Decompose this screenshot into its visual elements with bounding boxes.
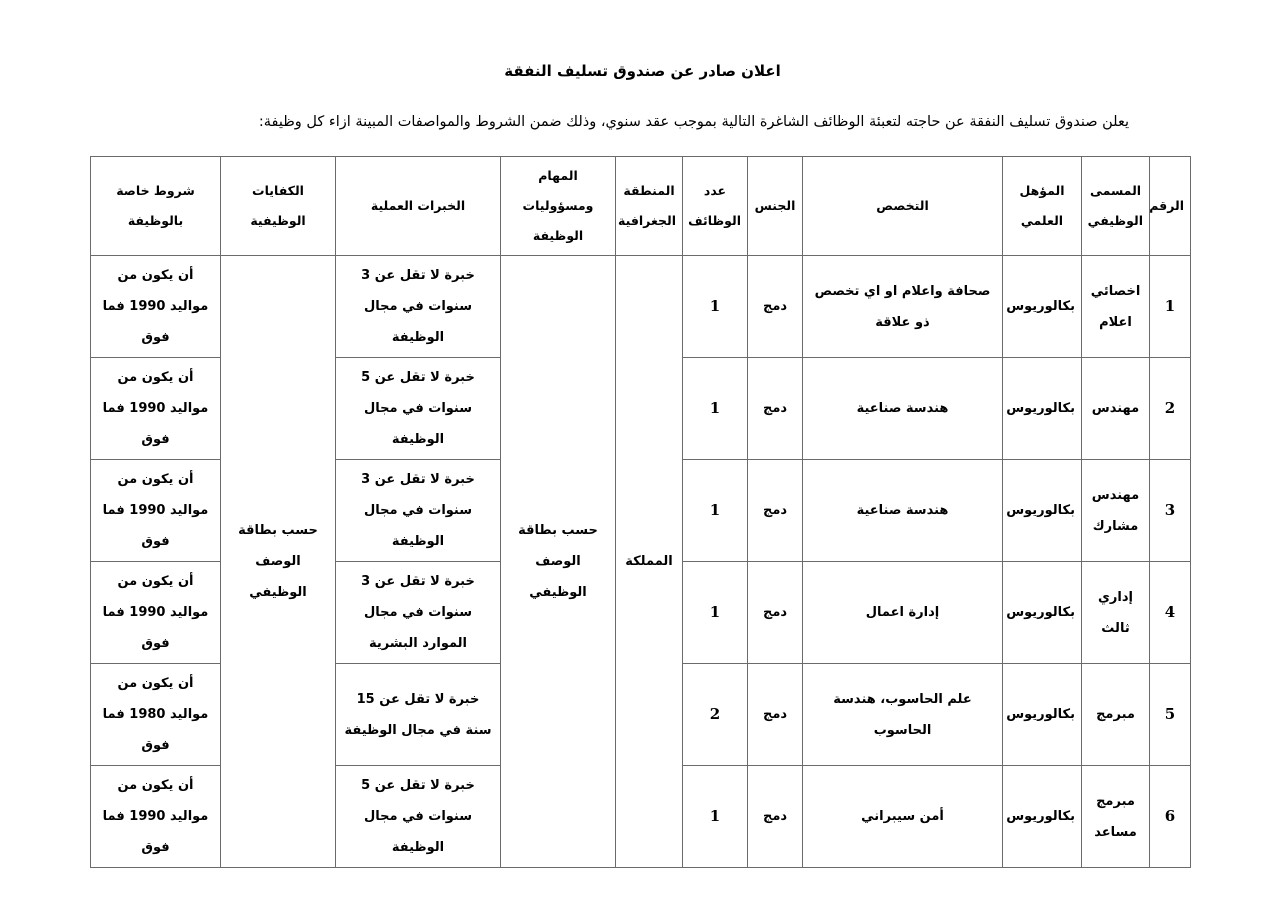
cell-conditions: أن يكون من مواليد 1990 فما فوق — [91, 358, 221, 460]
cell-gender: دمج — [748, 562, 803, 664]
cell-num: 3 — [1150, 460, 1191, 562]
intro-paragraph: يعلن صندوق تسليف النفقة عن حاجته لتعبئة الوظائف الشاغرة التالية بموجب عقد سنوي، وذلك ضمن الشروط والمواصفات المبينة ازاء كل وظيفة: — [258, 114, 1129, 130]
cell-qualification: بكالوريوس — [1003, 766, 1082, 868]
cell-title: إداري ثالث — [1082, 562, 1150, 664]
header-num: الرقم — [1150, 157, 1191, 256]
cell-qualification: بكالوريوس — [1003, 358, 1082, 460]
cell-specialization: صحافة واعلام او اي تخصص ذو علاقة — [803, 256, 1003, 358]
header-qualification: المؤهل العلمي — [1003, 157, 1082, 256]
cell-title: مهندس مشارك — [1082, 460, 1150, 562]
table-header-row — [91, 157, 1191, 256]
cell-conditions: أن يكون من مواليد 1980 فما فوق — [91, 664, 221, 766]
cell-num: 4 — [1150, 562, 1191, 664]
cell-count: 1 — [683, 358, 748, 460]
cell-qualification: بكالوريوس — [1003, 562, 1082, 664]
header-duties: المهام ومسؤوليات الوظيفة — [501, 157, 616, 256]
cell-count: 1 — [683, 460, 748, 562]
cell-experience: خبرة لا تقل عن 3 سنوات في مجال الوظيفة — [336, 256, 501, 358]
cell-specialization: أمن سيبراني — [803, 766, 1003, 868]
cell-num: 1 — [1150, 256, 1191, 358]
cell-title: مهندس — [1082, 358, 1150, 460]
cell-specialization: إدارة اعمال — [803, 562, 1003, 664]
header-region: المنطقة الجغرافية — [616, 157, 683, 256]
cell-qualification: بكالوريوس — [1003, 460, 1082, 562]
cell-experience: خبرة لا تقل عن 3 سنوات في مجال الموارد البشرية — [336, 562, 501, 664]
cell-num: 5 — [1150, 664, 1191, 766]
cell-specialization: هندسة صناعية — [803, 460, 1003, 562]
table-row — [91, 256, 1191, 358]
cell-conditions: أن يكون من مواليد 1990 فما فوق — [91, 256, 221, 358]
cell-count: 1 — [683, 766, 748, 868]
cell-conditions: أن يكون من مواليد 1990 فما فوق — [91, 562, 221, 664]
header-gender: الجنس — [748, 157, 803, 256]
cell-specialization: هندسة صناعية — [803, 358, 1003, 460]
cell-experience: خبرة لا تقل عن 5 سنوات في مجال الوظيفة — [336, 766, 501, 868]
cell-region: المملكة — [616, 256, 683, 868]
header-experience: الخبرات العملية — [336, 157, 501, 256]
cell-title: مبرمج مساعد — [1082, 766, 1150, 868]
header-specialization: التخصص — [803, 157, 1003, 256]
cell-num: 2 — [1150, 358, 1191, 460]
cell-specialization: علم الحاسوب، هندسة الحاسوب — [803, 664, 1003, 766]
header-competencies: الكفايات الوظيفية — [221, 157, 336, 256]
cell-duties: حسب بطاقة الوصف الوظيفي — [501, 256, 616, 868]
cell-experience: خبرة لا تقل عن 5 سنوات في مجال الوظيفة — [336, 358, 501, 460]
header-count: عدد الوظائف — [683, 157, 748, 256]
cell-gender: دمج — [748, 358, 803, 460]
cell-experience: خبرة لا تقل عن 3 سنوات في مجال الوظيفة — [336, 460, 501, 562]
cell-count: 1 — [683, 256, 748, 358]
cell-qualification: بكالوريوس — [1003, 256, 1082, 358]
cell-count: 2 — [683, 664, 748, 766]
cell-gender: دمج — [748, 256, 803, 358]
header-title: المسمى الوظيفي — [1082, 157, 1150, 256]
cell-title: اخصائي اعلام — [1082, 256, 1150, 358]
cell-gender: دمج — [748, 766, 803, 868]
cell-gender: دمج — [748, 460, 803, 562]
cell-count: 1 — [683, 562, 748, 664]
cell-qualification: بكالوريوس — [1003, 664, 1082, 766]
page-title: اعلان صادر عن صندوق تسليف النفقة — [504, 62, 781, 80]
cell-title: مبرمج — [1082, 664, 1150, 766]
header-conditions: شروط خاصة بالوظيفة — [91, 157, 221, 256]
cell-conditions: أن يكون من مواليد 1990 فما فوق — [91, 460, 221, 562]
cell-competencies: حسب بطاقة الوصف الوظيفي — [221, 256, 336, 868]
cell-conditions: أن يكون من مواليد 1990 فما فوق — [91, 766, 221, 868]
jobs-table — [90, 156, 1191, 868]
cell-gender: دمج — [748, 664, 803, 766]
cell-num: 6 — [1150, 766, 1191, 868]
cell-experience: خبرة لا تقل عن 15 سنة في مجال الوظيفة — [336, 664, 501, 766]
